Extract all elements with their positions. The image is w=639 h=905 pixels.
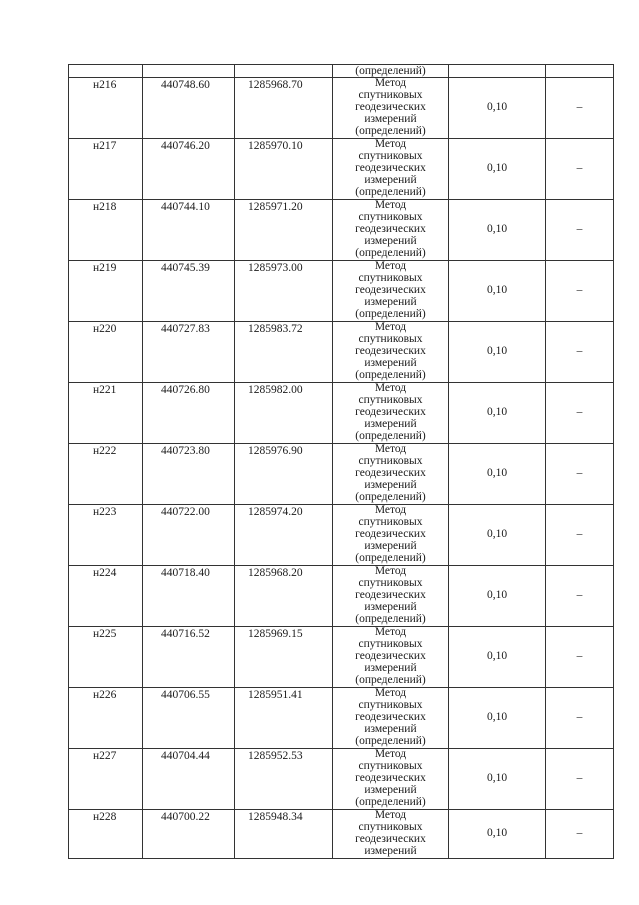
accuracy-value: 0,10 <box>449 749 546 810</box>
coordinate-y: 1285951.41 <box>235 688 333 749</box>
method-cell <box>333 200 449 261</box>
method-line: (определений) <box>355 185 426 198</box>
accuracy-value: 0,10 <box>449 810 546 859</box>
method-line: измерений <box>364 478 417 491</box>
coordinate-x: 440722.00 <box>143 505 235 566</box>
method-line: Метод <box>374 687 407 699</box>
method-line: геодезических <box>355 832 426 845</box>
coordinate-y: 1285968.20 <box>235 566 333 627</box>
method-line: геодезических <box>355 710 426 723</box>
method-line: Метод <box>374 321 407 333</box>
coordinate-y: 1285973.00 <box>235 261 333 322</box>
note-dash: – <box>546 200 614 261</box>
note-dash: – <box>546 688 614 749</box>
method-line: измерений <box>364 722 417 735</box>
point-id: н224 <box>69 566 143 627</box>
note-dash: – <box>546 566 614 627</box>
coordinate-y: 1285971.20 <box>235 200 333 261</box>
method-line: измерений <box>364 417 417 430</box>
method-line: спутниковых <box>358 576 423 589</box>
coordinate-y: 1285970.10 <box>235 139 333 200</box>
method-line: Метод <box>374 565 407 577</box>
note-dash: – <box>546 749 614 810</box>
table-row <box>69 200 614 261</box>
method-cell <box>333 78 449 139</box>
method-line: спутниковых <box>358 637 423 650</box>
method-cell <box>333 139 449 200</box>
table-row <box>69 322 614 383</box>
coordinate-x: 440723.80 <box>143 444 235 505</box>
coordinate-y: 1285952.53 <box>235 749 333 810</box>
method-line: спутниковых <box>358 210 423 223</box>
coordinate-x: 440704.44 <box>143 749 235 810</box>
method-line: (определений) <box>355 429 426 442</box>
cell-id <box>69 65 143 78</box>
table-row <box>69 749 614 810</box>
coordinate-y: 1285982.00 <box>235 383 333 444</box>
cell-accuracy <box>449 65 546 78</box>
method-cell <box>333 566 449 627</box>
method-line: Метод <box>374 382 407 394</box>
method-line: измерений <box>364 356 417 369</box>
method-line: измерений <box>364 295 417 308</box>
method-cell <box>333 505 449 566</box>
method-line: измерений <box>364 234 417 247</box>
method-line: спутниковых <box>358 820 423 833</box>
coordinates-table <box>68 64 614 859</box>
table-row <box>69 139 614 200</box>
method-line: геодезических <box>355 222 426 235</box>
coordinate-x: 440726.80 <box>143 383 235 444</box>
table-row <box>69 383 614 444</box>
cell-y <box>235 65 333 78</box>
table-row <box>69 78 614 139</box>
point-id: н228 <box>69 810 143 859</box>
coordinate-y: 1285974.20 <box>235 505 333 566</box>
table-row <box>69 810 614 859</box>
coordinate-x: 440716.52 <box>143 627 235 688</box>
accuracy-value: 0,10 <box>449 444 546 505</box>
coordinate-y: 1285968.70 <box>235 78 333 139</box>
method-line: спутниковых <box>358 393 423 406</box>
method-cell <box>333 322 449 383</box>
coordinate-x: 440706.55 <box>143 688 235 749</box>
method-line: Метод <box>374 626 407 638</box>
method-line: Метод <box>374 199 407 211</box>
method-cell <box>333 383 449 444</box>
point-id: н219 <box>69 261 143 322</box>
method-line: геодезических <box>355 344 426 357</box>
method-line: измерений <box>364 844 417 857</box>
method-line: спутниковых <box>358 271 423 284</box>
table-row <box>69 688 614 749</box>
coordinate-y: 1285976.90 <box>235 444 333 505</box>
coordinate-x: 440746.20 <box>143 139 235 200</box>
method-line: Метод <box>374 138 407 150</box>
method-line: измерений <box>364 539 417 552</box>
table-row <box>69 627 614 688</box>
method-line: Метод <box>374 504 407 516</box>
method-cell <box>333 627 449 688</box>
coordinate-y: 1285969.15 <box>235 627 333 688</box>
coordinates-table-body <box>69 65 614 859</box>
accuracy-value: 0,10 <box>449 688 546 749</box>
method-line: измерений <box>364 783 417 796</box>
method-line: спутниковых <box>358 149 423 162</box>
accuracy-value: 0,10 <box>449 383 546 444</box>
note-dash: – <box>546 261 614 322</box>
cell-method-tail: (определений) <box>333 65 449 78</box>
method-line: геодезических <box>355 100 426 113</box>
accuracy-value: 0,10 <box>449 627 546 688</box>
point-id: н225 <box>69 627 143 688</box>
method-line: (определений) <box>355 612 426 625</box>
table-row <box>69 505 614 566</box>
point-id: н226 <box>69 688 143 749</box>
method-line: (определений) <box>355 551 426 564</box>
method-line: спутниковых <box>358 332 423 345</box>
method-line: (определений) <box>355 734 426 747</box>
table-row <box>69 261 614 322</box>
accuracy-value: 0,10 <box>449 505 546 566</box>
coordinate-x: 440748.60 <box>143 78 235 139</box>
method-line: Метод <box>374 809 407 821</box>
accuracy-value: 0,10 <box>449 200 546 261</box>
method-line: (определений) <box>355 124 426 137</box>
note-dash: – <box>546 810 614 859</box>
note-dash: – <box>546 444 614 505</box>
method-cell <box>333 810 449 859</box>
accuracy-value: 0,10 <box>449 322 546 383</box>
method-line: геодезических <box>355 771 426 784</box>
method-cell <box>333 444 449 505</box>
method-line: спутниковых <box>358 515 423 528</box>
point-id: н216 <box>69 78 143 139</box>
cell-x <box>143 65 235 78</box>
note-dash: – <box>546 383 614 444</box>
coordinate-y: 1285983.72 <box>235 322 333 383</box>
point-id: н227 <box>69 749 143 810</box>
table-row <box>69 566 614 627</box>
table-row <box>69 444 614 505</box>
method-line: измерений <box>364 600 417 613</box>
point-id: н221 <box>69 383 143 444</box>
method-line: геодезических <box>355 527 426 540</box>
point-id: н223 <box>69 505 143 566</box>
note-dash: – <box>546 322 614 383</box>
method-line: Метод <box>374 77 407 89</box>
method-cell <box>333 261 449 322</box>
method-line: Метод <box>374 748 407 760</box>
coordinate-x: 440744.10 <box>143 200 235 261</box>
point-id: н220 <box>69 322 143 383</box>
method-line: (определений) <box>355 246 426 259</box>
accuracy-value: 0,10 <box>449 261 546 322</box>
method-line: спутниковых <box>358 454 423 467</box>
method-line: геодезических <box>355 649 426 662</box>
method-line: (определений) <box>355 368 426 381</box>
point-id: н222 <box>69 444 143 505</box>
method-line: измерений <box>364 112 417 125</box>
method-line: геодезических <box>355 161 426 174</box>
method-line: геодезических <box>355 466 426 479</box>
method-line: геодезических <box>355 588 426 601</box>
method-line: Метод <box>374 260 407 272</box>
note-dash: – <box>546 627 614 688</box>
method-cell <box>333 688 449 749</box>
method-line: (определений) <box>355 673 426 686</box>
method-line: (определений) <box>355 307 426 320</box>
coordinate-x: 440727.83 <box>143 322 235 383</box>
point-id: н217 <box>69 139 143 200</box>
method-line: геодезических <box>355 283 426 296</box>
accuracy-value: 0,10 <box>449 566 546 627</box>
method-line: спутниковых <box>358 698 423 711</box>
method-cell <box>333 749 449 810</box>
coordinate-x: 440745.39 <box>143 261 235 322</box>
note-dash: – <box>546 505 614 566</box>
method-line: спутниковых <box>358 759 423 772</box>
method-line: (определений) <box>355 795 426 808</box>
method-line: (определений) <box>355 490 426 503</box>
method-line: спутниковых <box>358 88 423 101</box>
continuation-row <box>69 65 614 78</box>
accuracy-value: 0,10 <box>449 78 546 139</box>
coordinate-x: 440700.22 <box>143 810 235 859</box>
cell-note <box>546 65 614 78</box>
method-line: Метод <box>374 443 407 455</box>
coordinate-x: 440718.40 <box>143 566 235 627</box>
method-line: измерений <box>364 661 417 674</box>
coordinate-y: 1285948.34 <box>235 810 333 859</box>
accuracy-value: 0,10 <box>449 139 546 200</box>
method-line: измерений <box>364 173 417 186</box>
point-id: н218 <box>69 200 143 261</box>
note-dash: – <box>546 78 614 139</box>
method-line: геодезических <box>355 405 426 418</box>
note-dash: – <box>546 139 614 200</box>
